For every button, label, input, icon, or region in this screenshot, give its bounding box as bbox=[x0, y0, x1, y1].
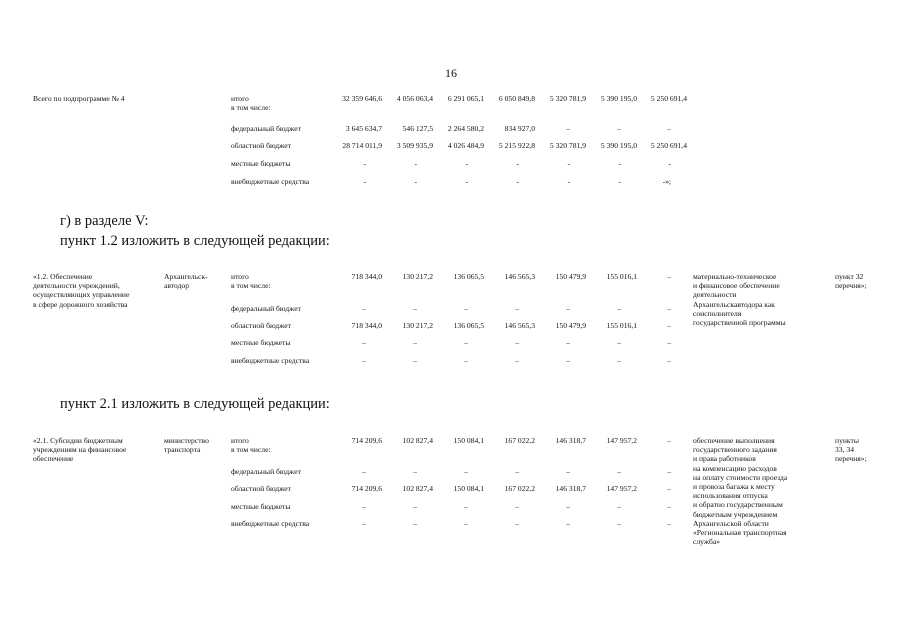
table-cell: 150 479,9 bbox=[555, 272, 586, 281]
table-cell: 546 127,5 bbox=[402, 124, 433, 133]
table-cell: – bbox=[413, 467, 417, 476]
table-cell: 5 215 922,8 bbox=[498, 141, 535, 150]
table-cell: – bbox=[413, 304, 417, 313]
table-cell: – bbox=[667, 272, 671, 281]
table-cell: - bbox=[465, 159, 468, 168]
table-cell: – bbox=[667, 484, 671, 493]
list-reference: пункт 32 перечня»; bbox=[835, 272, 867, 291]
table-cell: – bbox=[617, 467, 621, 476]
table-cell: – bbox=[667, 436, 671, 445]
table-cell: 5 320 781,9 bbox=[549, 94, 586, 103]
table-cell: - bbox=[414, 159, 417, 168]
table-cell: 155 016,1 bbox=[606, 272, 637, 281]
table-cell: - bbox=[618, 159, 621, 168]
table-cell: – bbox=[617, 519, 621, 528]
row-label: областной бюджет bbox=[231, 484, 291, 493]
table-cell: 714 209,6 bbox=[351, 484, 382, 493]
table-cell: – bbox=[617, 304, 621, 313]
table-cell: 146 318,7 bbox=[555, 484, 586, 493]
table-cell: 4 056 063,4 bbox=[396, 94, 433, 103]
activity-result: материально-техническое и финансовое обеспечение деятельности Архангельскавтодора как соисполнителя государственной программы bbox=[693, 272, 786, 328]
list-reference: пункты 33, 34 перечня»; bbox=[835, 436, 867, 464]
row-label: федеральный бюджет bbox=[231, 124, 301, 133]
heading-section-v: г) в разделе V: bbox=[60, 213, 149, 229]
table-cell: - bbox=[414, 177, 417, 186]
table-cell: - bbox=[567, 177, 570, 186]
table-cell: 4 026 484,9 bbox=[447, 141, 484, 150]
table-cell: 28 714 011,9 bbox=[342, 141, 382, 150]
table-cell: – bbox=[362, 338, 366, 347]
table-cell: 5 320 781,9 bbox=[549, 141, 586, 150]
row-label: местные бюджеты bbox=[231, 502, 291, 511]
table-cell: 714 209,6 bbox=[351, 436, 382, 445]
table-cell: - bbox=[465, 177, 468, 186]
table-cell: 150 084,1 bbox=[453, 484, 484, 493]
row-label: итого в том числе: bbox=[231, 272, 271, 291]
table-cell: – bbox=[464, 519, 468, 528]
table-cell: - bbox=[668, 159, 671, 168]
table-cell: 155 016,1 bbox=[606, 321, 637, 330]
table-cell: – bbox=[566, 502, 570, 511]
heading-item-1-2: пункт 1.2 изложить в следующей редакции: bbox=[60, 233, 330, 249]
table-cell: – bbox=[515, 519, 519, 528]
row-label: итого в том числе: bbox=[231, 94, 271, 113]
table-cell: – bbox=[362, 519, 366, 528]
table-cell: 102 827,4 bbox=[402, 436, 433, 445]
table-cell: – bbox=[515, 467, 519, 476]
table-cell: – bbox=[464, 467, 468, 476]
table-cell: - bbox=[516, 159, 519, 168]
row-label: федеральный бюджет bbox=[231, 304, 301, 313]
activity-result: обеспечение выполнения государственного задания и права работников на компенсацию расходов на оплату стоимости проезда и провоза багажа к месту использования отпуска и обратно государственным бюджетным учреждением Архангельской области «Региональная транспортная служба» bbox=[693, 436, 788, 547]
row-label: итого в том числе: bbox=[231, 436, 271, 455]
subprogram-total-title: Всего по подпрограмме № 4 bbox=[33, 94, 125, 103]
table-cell: - bbox=[567, 159, 570, 168]
activity-name: «1.2. Обеспечение деятельности учреждений, осуществляющих управление в сфере дорожного хозяйства bbox=[33, 272, 130, 309]
table-cell: – bbox=[515, 304, 519, 313]
table-cell: – bbox=[667, 124, 671, 133]
executor: Архангельск- автодор bbox=[164, 272, 208, 291]
table-cell: 2 264 580,2 bbox=[447, 124, 484, 133]
table-cell: – bbox=[566, 124, 570, 133]
table-cell: 150 084,1 bbox=[453, 436, 484, 445]
activity-name: «2.1. Субсидии бюджетным учреждениям на финансовое обеспечение bbox=[33, 436, 127, 464]
table-cell: 5 390 195,0 bbox=[600, 141, 637, 150]
table-cell: 167 022,2 bbox=[504, 436, 535, 445]
row-label: федеральный бюджет bbox=[231, 467, 301, 476]
table-cell: 102 827,4 bbox=[402, 484, 433, 493]
table-cell: -»; bbox=[662, 177, 671, 186]
table-cell: – bbox=[566, 467, 570, 476]
table-cell: – bbox=[667, 502, 671, 511]
table-cell: 147 957,2 bbox=[606, 436, 637, 445]
table-cell: 32 359 646,6 bbox=[342, 94, 382, 103]
table-cell: – bbox=[667, 338, 671, 347]
table-cell: 834 927,0 bbox=[504, 124, 535, 133]
table-cell: 136 065,5 bbox=[453, 321, 484, 330]
table-cell: 146 565,3 bbox=[504, 272, 535, 281]
table-cell: – bbox=[515, 338, 519, 347]
table-cell: – bbox=[413, 502, 417, 511]
row-label: областной бюджет bbox=[231, 141, 291, 150]
table-cell: – bbox=[667, 356, 671, 365]
table-cell: - bbox=[363, 177, 366, 186]
table-cell: 3 645 634,7 bbox=[345, 124, 382, 133]
table-cell: – bbox=[617, 502, 621, 511]
row-label: внебюджетные средства bbox=[231, 177, 310, 186]
table-cell: 5 390 195,0 bbox=[600, 94, 637, 103]
table-cell: – bbox=[515, 502, 519, 511]
table-cell: – bbox=[464, 338, 468, 347]
row-label: внебюджетные средства bbox=[231, 519, 310, 528]
table-cell: – bbox=[362, 304, 366, 313]
table-cell: – bbox=[566, 338, 570, 347]
table-cell: 718 344,0 bbox=[351, 272, 382, 281]
table-cell: - bbox=[363, 159, 366, 168]
table-cell: – bbox=[362, 467, 366, 476]
table-cell: 130 217,2 bbox=[402, 321, 433, 330]
table-cell: – bbox=[566, 356, 570, 365]
table-cell: 130 217,2 bbox=[402, 272, 433, 281]
table-cell: – bbox=[413, 356, 417, 365]
table-cell: 150 479,9 bbox=[555, 321, 586, 330]
table-cell: 3 509 935,9 bbox=[396, 141, 433, 150]
table-cell: 6 050 849,8 bbox=[498, 94, 535, 103]
table-cell: – bbox=[566, 519, 570, 528]
table-cell: – bbox=[413, 338, 417, 347]
table-cell: 718 344,0 bbox=[351, 321, 382, 330]
table-cell: 6 291 065,1 bbox=[447, 94, 484, 103]
table-cell: – bbox=[464, 304, 468, 313]
heading-item-2-1: пункт 2.1 изложить в следующей редакции: bbox=[60, 396, 330, 412]
executor: министерство транспорта bbox=[164, 436, 209, 455]
table-cell: 146 565,3 bbox=[504, 321, 535, 330]
table-cell: – bbox=[464, 356, 468, 365]
row-label: местные бюджеты bbox=[231, 338, 291, 347]
table-cell: – bbox=[515, 356, 519, 365]
row-label: местные бюджеты bbox=[231, 159, 291, 168]
table-cell: – bbox=[566, 304, 570, 313]
table-cell: – bbox=[464, 502, 468, 511]
table-cell: – bbox=[362, 502, 366, 511]
table-cell: 167 022,2 bbox=[504, 484, 535, 493]
table-cell: 5 250 691,4 bbox=[650, 94, 687, 103]
table-cell: 5 250 691,4 bbox=[650, 141, 687, 150]
table-cell: - bbox=[516, 177, 519, 186]
table-cell: – bbox=[667, 519, 671, 528]
table-cell: 136 065,5 bbox=[453, 272, 484, 281]
table-cell: – bbox=[617, 338, 621, 347]
table-cell: 146 318,7 bbox=[555, 436, 586, 445]
page-number: 16 bbox=[445, 66, 457, 80]
table-cell: - bbox=[618, 177, 621, 186]
table-cell: – bbox=[667, 304, 671, 313]
table-cell: – bbox=[413, 519, 417, 528]
row-label: областной бюджет bbox=[231, 321, 291, 330]
table-cell: – bbox=[667, 321, 671, 330]
table-cell: – bbox=[617, 124, 621, 133]
row-label: внебюджетные средства bbox=[231, 356, 310, 365]
table-cell: – bbox=[362, 356, 366, 365]
table-cell: 147 957,2 bbox=[606, 484, 637, 493]
table-cell: – bbox=[617, 356, 621, 365]
table-cell: – bbox=[667, 467, 671, 476]
